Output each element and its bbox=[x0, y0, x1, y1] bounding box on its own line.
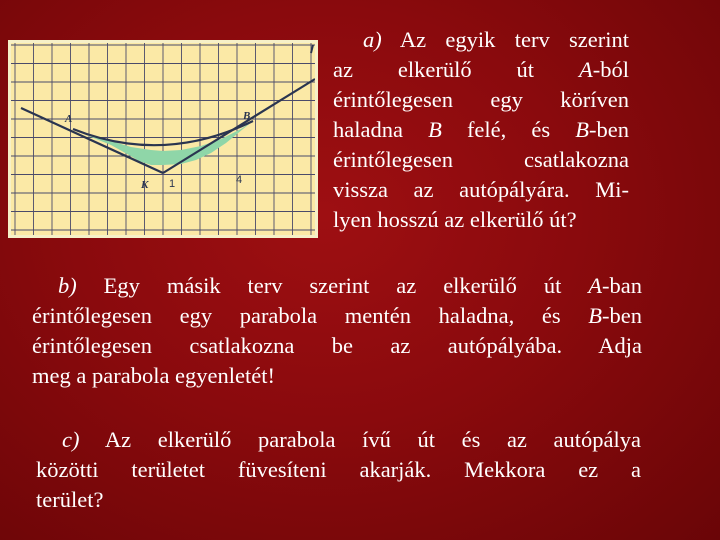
label-1: 1 bbox=[169, 178, 176, 190]
question-b bbox=[32, 271, 642, 391]
question-a-line-6: vissza az autópályára. Mi- bbox=[333, 177, 629, 202]
question-b-line-2: érintőlegesen egy parabola mentén haladna, és B-ben bbox=[32, 303, 642, 328]
question-b-line-3: érintőlegesen csatlakozna be az autópályába. Adja bbox=[32, 333, 642, 358]
question-a-line-1: a) Az egyik terv szerint bbox=[363, 27, 629, 52]
label-K: K bbox=[141, 179, 149, 191]
question-a-line-4: haladna B felé, és B-ben bbox=[333, 117, 629, 142]
highway-left bbox=[21, 108, 163, 173]
label-B: B bbox=[243, 110, 251, 122]
label-A: A bbox=[65, 113, 73, 125]
question-c bbox=[36, 425, 641, 515]
question-c-line-3: terület? bbox=[36, 487, 104, 512]
question-a bbox=[333, 25, 629, 235]
question-b-line-1: b) Egy másik terv szerint az elkerülő út A-ban bbox=[58, 273, 642, 298]
label-4: 4 bbox=[236, 174, 243, 186]
question-c-marker: c) bbox=[62, 427, 80, 452]
grid-lines bbox=[11, 43, 315, 235]
question-a-line-3: érintőlegesen egy köríven bbox=[333, 87, 629, 112]
question-a-line-7: lyen hosszú az elkerülő út? bbox=[333, 207, 577, 232]
question-a-marker: a) bbox=[363, 27, 382, 52]
question-a-line-2: az elkerülő út A-ból bbox=[333, 57, 629, 82]
coordinate-grid-diagram bbox=[11, 43, 315, 235]
question-a-line-5: érintőlegesen csatlakozna bbox=[333, 147, 629, 172]
question-b-line-4: meg a parabola egyenletét! bbox=[32, 363, 275, 388]
question-c-line-1: c) Az elkerülő parabola ívű út és az autópálya bbox=[62, 427, 641, 452]
question-c-line-2: közötti területet füvesíteni akarják. Mekkora ez a bbox=[36, 457, 641, 482]
bypass-road-figure bbox=[8, 40, 318, 238]
question-b-marker: b) bbox=[58, 273, 77, 298]
